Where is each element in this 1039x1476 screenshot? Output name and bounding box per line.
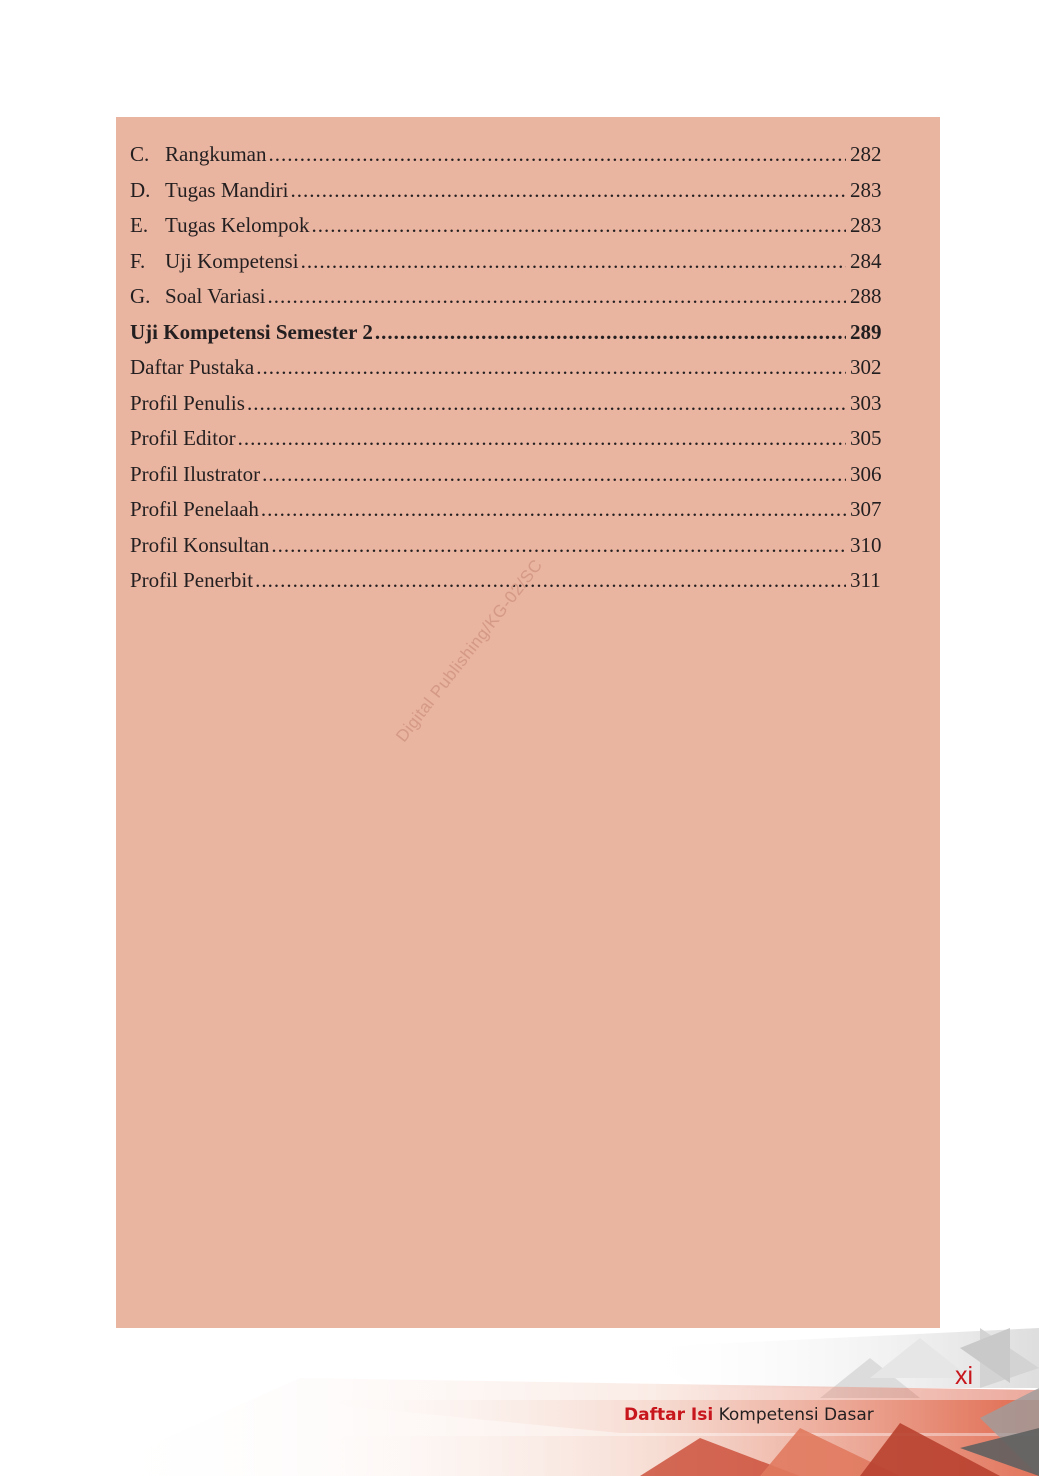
toc-entry-letter: E. [130,213,149,237]
toc-dot-leader [375,320,846,345]
toc-entry-page: 283 [850,213,882,237]
toc-dot-leader [238,426,846,451]
toc-entry [130,213,890,249]
toc-entry-page: 302 [850,355,882,379]
toc-entry-text: Profil Editor [130,426,236,450]
toc-entry-title [130,533,269,558]
toc-entry-title [130,213,310,238]
toc-entry-title [130,142,266,167]
toc-entry-letter: D. [130,177,151,202]
toc-entry-text: Profil Penelaah [130,497,259,521]
page-number: xi [955,1362,974,1390]
toc-entry-text: Profil Konsultan [130,532,270,557]
toc-entry-letter: C. [130,142,150,166]
toc-entry-title [130,497,259,522]
toc-entry-page: 284 [850,248,882,273]
footer-triangle-pattern [0,1328,1039,1476]
toc-entry [130,249,890,285]
toc-entry-text: Uji Kompetensi Semester 2 [130,319,373,344]
toc-entry [130,497,890,533]
watermark: Digital Publishing/KG-02/SC [392,555,547,746]
toc-entry-text: Tugas Kelompok [165,213,310,237]
toc-entry-title [130,178,289,203]
toc-entry-page: 303 [850,390,882,415]
toc-entry-title [130,355,254,380]
toc-dot-leader [268,284,846,309]
toc-entry-title [130,320,373,345]
toc-entry-page: 283 [850,177,882,202]
toc-entry-text: Daftar Pustaka [130,355,255,379]
toc-entry-text: Profil Penerbit [130,568,254,592]
toc-entry-page: 305 [850,426,882,450]
toc-dot-leader [261,497,846,522]
toc-dot-leader [291,178,847,203]
toc-entry-text: Soal Variasi [165,284,266,308]
toc-dot-leader [312,213,847,238]
toc-dot-leader [268,142,846,167]
toc-entry-page: 311 [850,568,881,592]
toc-entry-letter: F. [130,248,146,273]
toc-entry [130,462,890,498]
toc-entry-title [130,249,299,274]
toc-entry-text: Tugas Mandiri [165,177,289,202]
toc-entry-text: Profil Penulis [130,390,245,415]
toc-entry [130,426,890,462]
toc-entry [130,355,890,391]
toc-dot-leader [271,533,846,558]
toc-entry-page: 282 [850,142,882,166]
toc-dot-leader [255,568,846,593]
toc-entry [130,284,890,320]
toc-entry-letter: G. [130,284,151,308]
running-head [624,1405,874,1425]
toc-entry [130,142,890,178]
toc-entry-title [130,568,253,593]
toc-entry-page: 307 [850,497,882,521]
toc-entry-page: 310 [850,532,882,557]
toc-dot-leader [247,391,846,416]
table-of-contents [130,142,890,604]
toc-entry-text: Profil Ilustrator [130,461,261,486]
toc-entry-page: 288 [850,284,882,308]
toc-entry-title [130,391,245,416]
toc-entry-title [130,462,260,487]
toc-dot-leader [301,249,846,274]
toc-dot-leader [262,462,846,487]
running-head-section: Daftar Isi [624,1405,714,1425]
toc-entry-text: Rangkuman [165,142,267,166]
toc-entry-title [130,426,236,451]
toc-entry [130,320,890,356]
toc-entry [130,533,890,569]
toc-entry-text: Uji Kompetensi [165,248,299,273]
running-head-chapter: Kompetensi Dasar [718,1405,874,1425]
toc-entry [130,391,890,427]
toc-entry-page: 306 [850,461,882,486]
toc-entry-title [130,284,266,309]
toc-entry-page: 289 [850,319,882,344]
toc-dot-leader [256,355,846,380]
footer-decoration [0,1328,1039,1476]
toc-entry [130,178,890,214]
